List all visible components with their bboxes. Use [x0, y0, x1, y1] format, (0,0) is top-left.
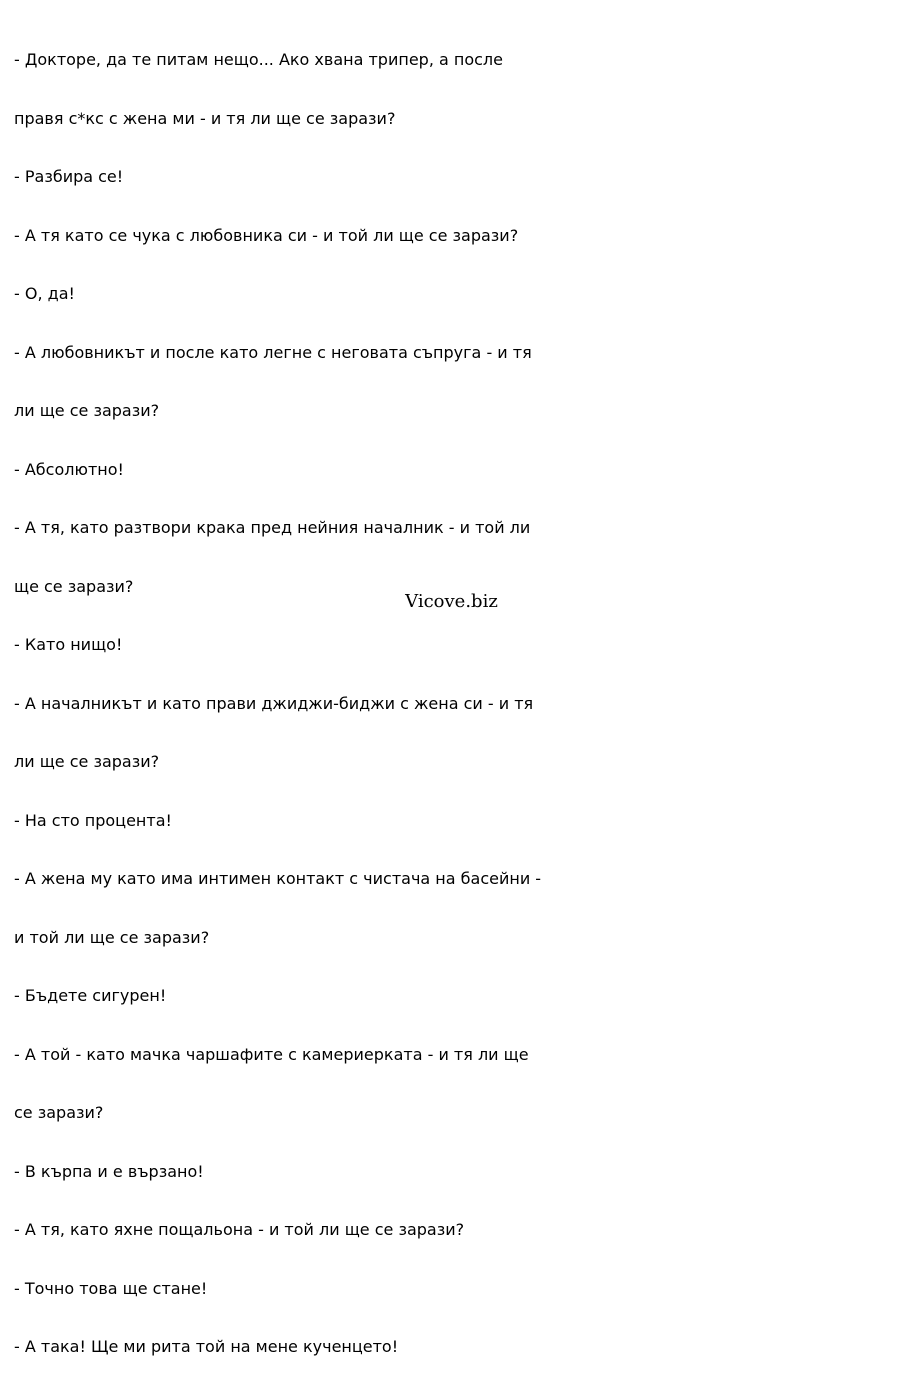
joke-line: - А началникът и като прави джиджи-биджи с жена си - и тя — [14, 693, 534, 713]
joke-line: и той ли ще се зарази? — [14, 927, 210, 947]
joke-text — [14, 11, 574, 1376]
joke-line: се зарази? — [14, 1103, 104, 1122]
joke-line: - А така! Ще ми рита той на мене кученцето! — [14, 1337, 399, 1356]
joke-line: - Бъдете сигурен! — [14, 986, 167, 1005]
joke-line: - А той - като мачка чаршафите с камериерката - и тя ли ще — [14, 1044, 529, 1064]
joke-line: ли ще се зарази? — [14, 752, 160, 771]
joke-line: ли ще се зарази? — [14, 401, 160, 420]
joke-line: - О, да! — [14, 284, 75, 303]
joke-line: - А тя, като яхне пощальона - и той ли ще се зарази? — [14, 1220, 465, 1239]
joke-line: - Докторе, да те питам нещо... Ако хвана трипер, а после — [14, 50, 503, 69]
site-watermark: Vicove.biz — [405, 591, 498, 612]
joke-line: - Разбира се! — [14, 167, 124, 186]
joke-line: - А жена му като има интимен контакт с чистача на басейни - — [14, 869, 542, 888]
joke-line: - На сто процента! — [14, 810, 172, 830]
joke-line: - Абсолютно! — [14, 459, 124, 479]
joke-line: - А тя като се чука с любовника си - и той ли ще се зарази? — [14, 225, 519, 245]
joke-line: - В кърпа и е вързано! — [14, 1161, 204, 1181]
joke-line: - А любовникът и после като легне с неговата съпруга - и тя — [14, 342, 532, 362]
joke-line: - Като нищо! — [14, 635, 123, 654]
joke-line: ще се зарази? — [14, 576, 134, 596]
joke-line: правя с*кс с жена ми - и тя ли ще се зарази? — [14, 108, 396, 128]
joke-line: - Точно това ще стане! — [14, 1278, 208, 1298]
joke-line: - А тя, като разтвори крака пред нейния началник - и той ли — [14, 518, 531, 537]
